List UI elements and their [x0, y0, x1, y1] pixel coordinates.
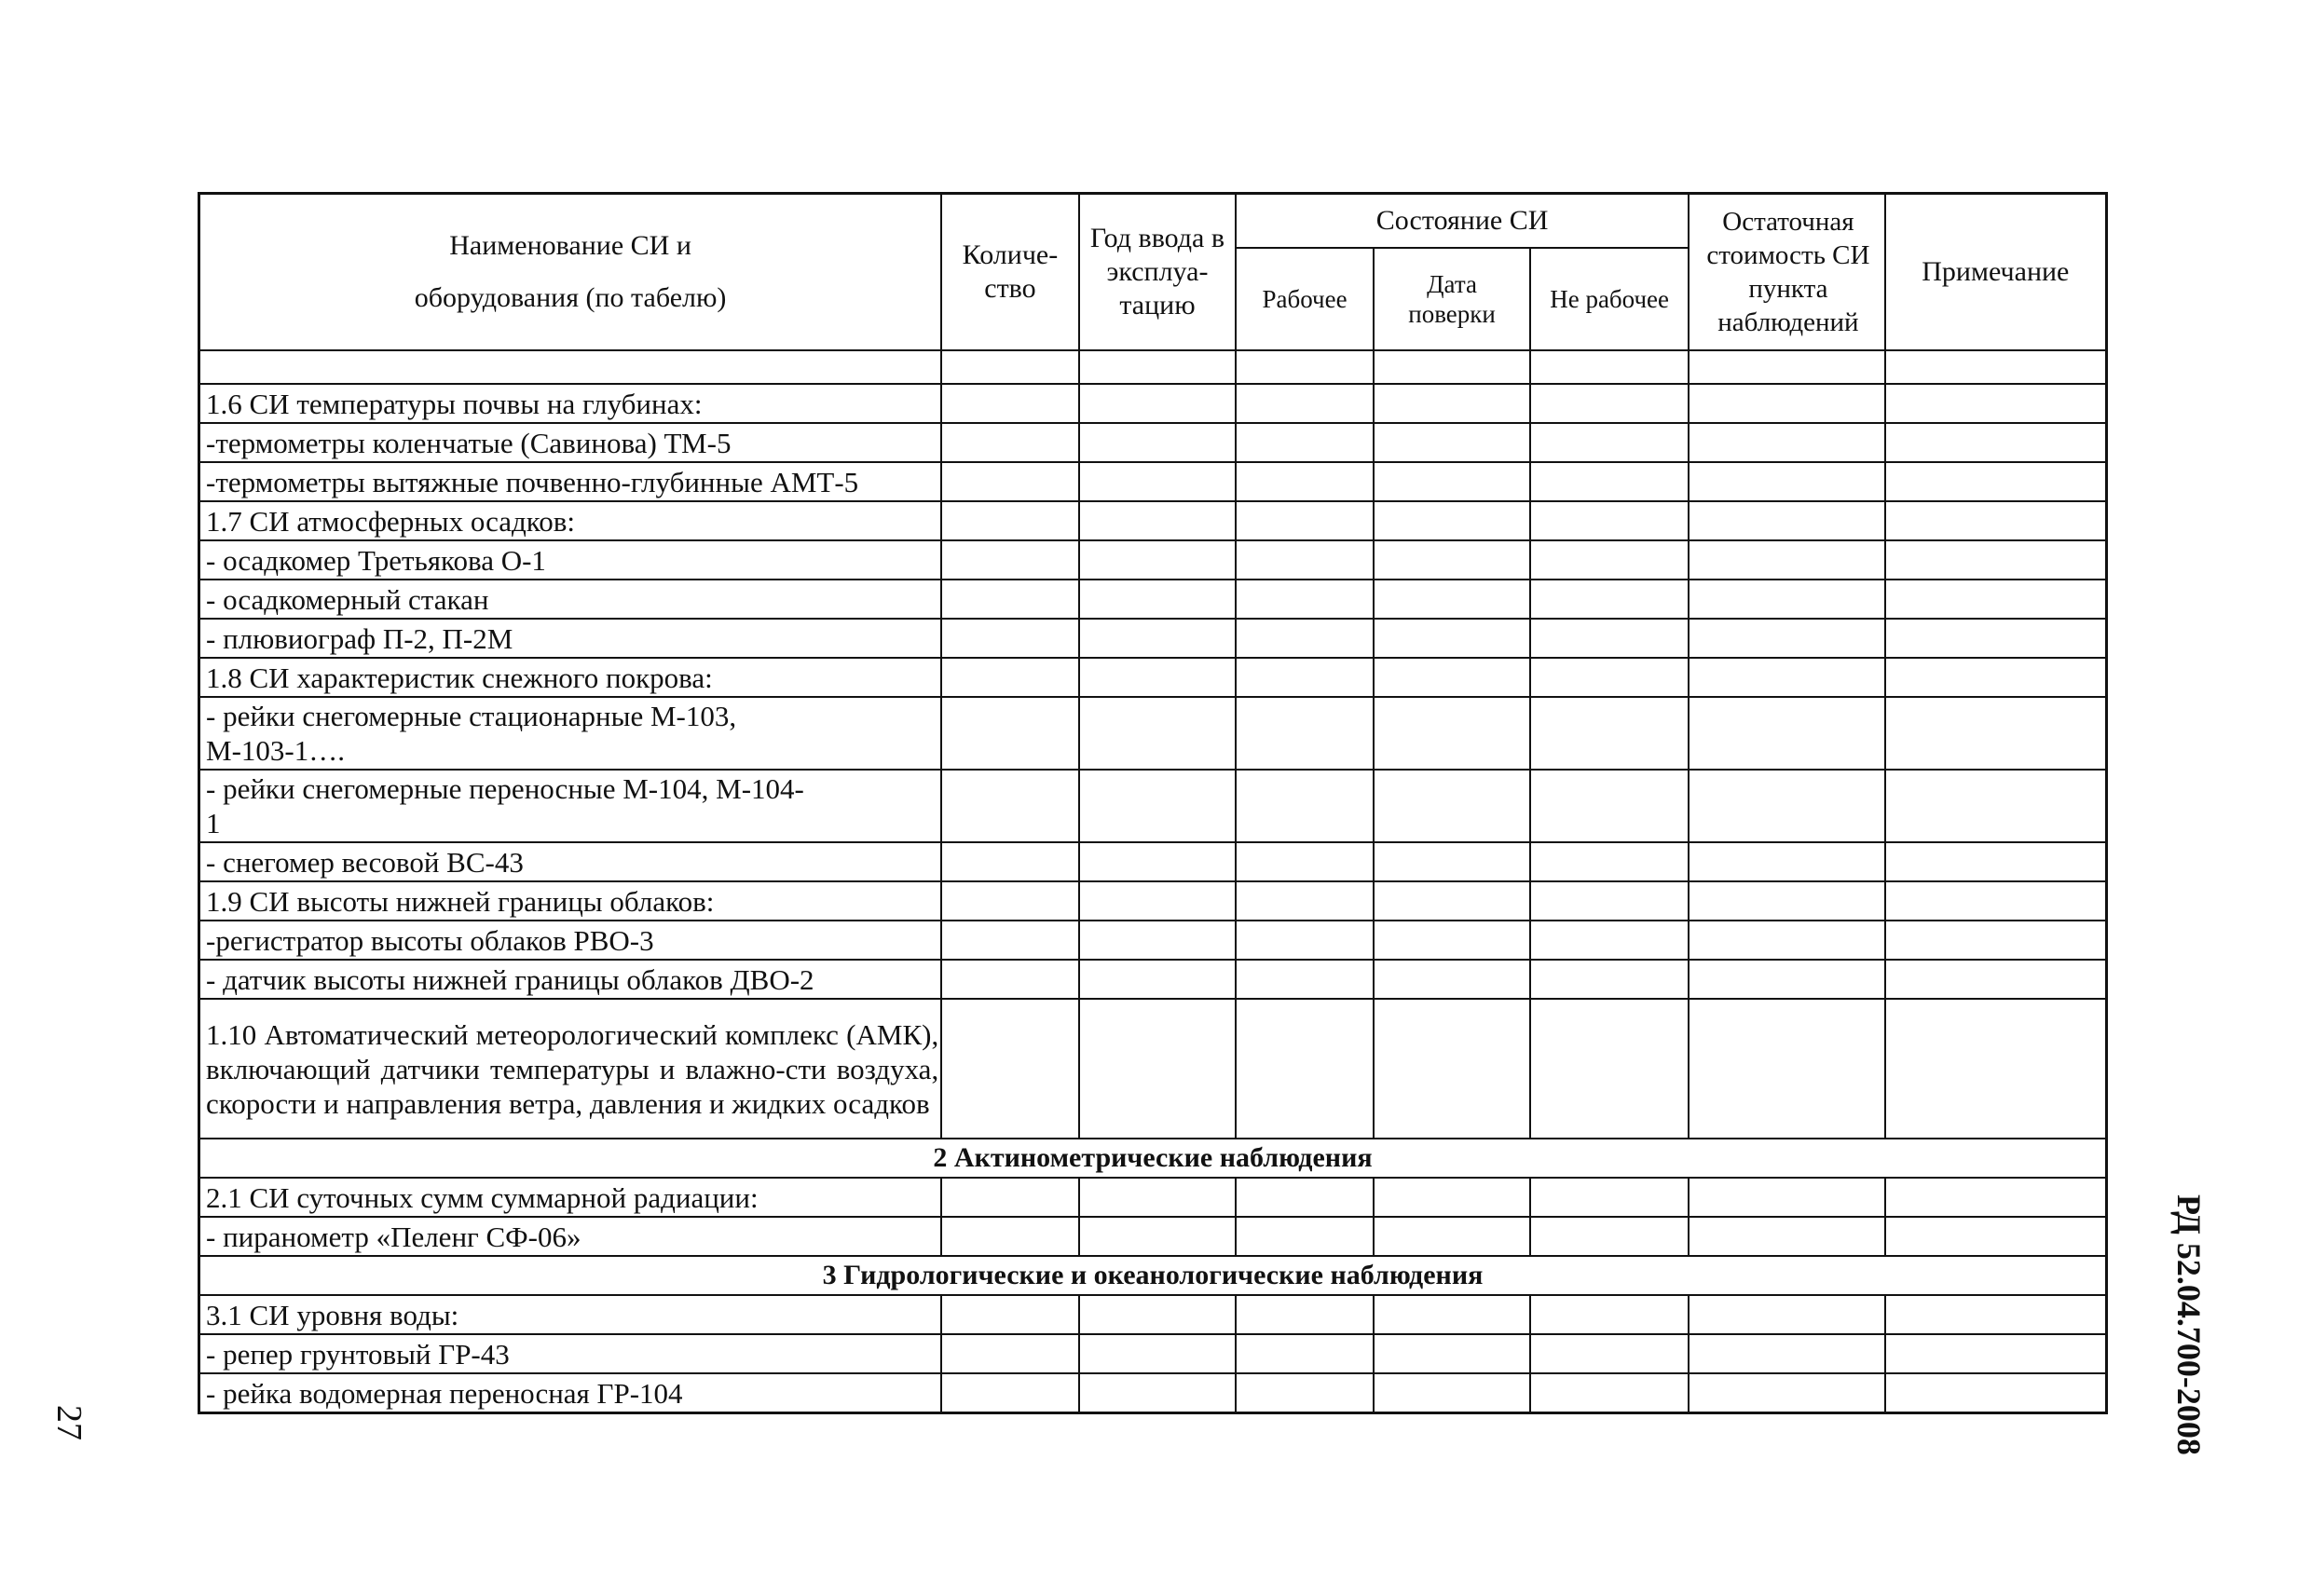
table-row [199, 960, 2107, 999]
document-code: РД 52.04.700-2008 [2170, 1194, 2208, 1455]
table-row [199, 842, 2107, 881]
equipment-name-cell: 2.1 СИ суточных сумм суммарной радиации: [199, 1178, 942, 1217]
not-working-cell [1530, 462, 1689, 501]
working-cell [1236, 580, 1374, 619]
table-body [199, 350, 2107, 1413]
not-working-cell [1530, 619, 1689, 658]
table-header-row [199, 194, 2107, 249]
residual-cell [1689, 697, 1885, 770]
year-cell [1079, 1373, 1237, 1413]
quantity-cell [941, 423, 1079, 462]
note-cell [1885, 350, 2107, 384]
not-working-cell [1530, 697, 1689, 770]
check-date-cell [1374, 1217, 1531, 1256]
note-cell [1885, 1178, 2107, 1217]
working-cell [1236, 770, 1374, 842]
not-working-cell [1530, 921, 1689, 960]
check-date-cell [1374, 1295, 1531, 1334]
note-cell [1885, 540, 2107, 580]
residual-cell [1689, 384, 1885, 423]
quantity-cell [941, 1217, 1079, 1256]
table-row [199, 619, 2107, 658]
note-cell [1885, 1334, 2107, 1373]
quantity-cell [941, 658, 1079, 697]
residual-cell [1689, 770, 1885, 842]
residual-cell [1689, 350, 1885, 384]
check-date-cell [1374, 462, 1531, 501]
check-date-cell [1374, 960, 1531, 999]
note-cell [1885, 999, 2107, 1139]
table-row [199, 1373, 2107, 1413]
equipment-name-cell: 1.9 СИ высоты нижней границы облаков: [199, 881, 942, 921]
year-cell [1079, 697, 1237, 770]
quantity-cell [941, 999, 1079, 1139]
residual-cell [1689, 462, 1885, 501]
working-cell [1236, 842, 1374, 881]
equipment-name-cell: -термометры коленчатые (Савинова) ТМ-5 [199, 423, 942, 462]
section-title: 3 Гидрологические и океанологические наблюдения [199, 1256, 2107, 1295]
equipment-name-cell [199, 350, 942, 384]
working-cell [1236, 1373, 1374, 1413]
not-working-cell [1530, 1295, 1689, 1334]
working-cell [1236, 658, 1374, 697]
working-cell [1236, 999, 1374, 1139]
quantity-cell [941, 1178, 1079, 1217]
working-cell [1236, 960, 1374, 999]
quantity-cell [941, 770, 1079, 842]
note-cell [1885, 1217, 2107, 1256]
not-working-cell [1530, 1217, 1689, 1256]
equipment-name-cell: - осадкомер Третьякова О-1 [199, 540, 942, 580]
residual-cell [1689, 1217, 1885, 1256]
section-row [199, 1256, 2107, 1295]
note-cell [1885, 384, 2107, 423]
residual-cell [1689, 1373, 1885, 1413]
table-row [199, 580, 2107, 619]
not-working-cell [1530, 384, 1689, 423]
year-cell [1079, 1334, 1237, 1373]
equipment-name-cell: 1.7 СИ атмосферных осадков: [199, 501, 942, 540]
working-cell [1236, 1217, 1374, 1256]
quantity-cell [941, 1373, 1079, 1413]
quantity-cell [941, 580, 1079, 619]
year-cell [1079, 423, 1237, 462]
residual-cell [1689, 921, 1885, 960]
not-working-cell [1530, 1373, 1689, 1413]
header-note: Примечание [1885, 194, 2107, 351]
check-date-cell [1374, 842, 1531, 881]
residual-cell [1689, 1295, 1885, 1334]
working-cell [1236, 462, 1374, 501]
residual-cell [1689, 619, 1885, 658]
note-cell [1885, 658, 2107, 697]
quantity-cell [941, 881, 1079, 921]
equipment-name-cell: 1.10 Автоматический метеорологический комплекс (АМК), включающий датчики температуры и влажно-сти воздуха, скорости и направления ветра, давления и жидких осадков [199, 999, 942, 1139]
section-row [199, 1139, 2107, 1178]
equipment-table [198, 192, 2108, 1414]
year-cell [1079, 619, 1237, 658]
working-cell [1236, 540, 1374, 580]
check-date-cell [1374, 423, 1531, 462]
quantity-cell [941, 619, 1079, 658]
quantity-cell [941, 540, 1079, 580]
working-cell [1236, 697, 1374, 770]
year-cell [1079, 350, 1237, 384]
table-row [199, 921, 2107, 960]
equipment-name-cell: 1.8 СИ характеристик снежного покрова: [199, 658, 942, 697]
table-row [199, 1178, 2107, 1217]
equipment-name-cell: - репер грунтовый ГР-43 [199, 1334, 942, 1373]
note-cell [1885, 1373, 2107, 1413]
check-date-cell [1374, 501, 1531, 540]
year-cell [1079, 921, 1237, 960]
equipment-name-cell: - плювиограф П-2, П-2М [199, 619, 942, 658]
not-working-cell [1530, 842, 1689, 881]
year-cell [1079, 842, 1237, 881]
not-working-cell [1530, 423, 1689, 462]
year-cell [1079, 580, 1237, 619]
equipment-name-cell: -регистратор высоты облаков РВО-3 [199, 921, 942, 960]
residual-cell [1689, 1334, 1885, 1373]
header-quantity: Количе-ство [941, 194, 1079, 351]
quantity-cell [941, 384, 1079, 423]
equipment-name-cell: - датчик высоты нижней границы облаков ДВО-2 [199, 960, 942, 999]
working-cell [1236, 350, 1374, 384]
year-cell [1079, 501, 1237, 540]
residual-cell [1689, 842, 1885, 881]
check-date-cell [1374, 384, 1531, 423]
year-cell [1079, 881, 1237, 921]
note-cell [1885, 501, 2107, 540]
check-date-cell [1374, 1373, 1531, 1413]
working-cell [1236, 921, 1374, 960]
quantity-cell [941, 462, 1079, 501]
header-check-date: Дата поверки [1374, 248, 1531, 350]
table-row [199, 501, 2107, 540]
residual-cell [1689, 999, 1885, 1139]
not-working-cell [1530, 540, 1689, 580]
table-row [199, 540, 2107, 580]
note-cell [1885, 580, 2107, 619]
year-cell [1079, 1217, 1237, 1256]
residual-cell [1689, 658, 1885, 697]
residual-cell [1689, 423, 1885, 462]
table-row [199, 462, 2107, 501]
check-date-cell [1374, 770, 1531, 842]
check-date-cell [1374, 619, 1531, 658]
not-working-cell [1530, 350, 1689, 384]
table-row [199, 1295, 2107, 1334]
equipment-name-cell: -термометры вытяжные почвенно-глубинные АМТ-5 [199, 462, 942, 501]
quantity-cell [941, 1334, 1079, 1373]
equipment-name-cell: - рейка водомерная переносная ГР-104 [199, 1373, 942, 1413]
not-working-cell [1530, 580, 1689, 619]
working-cell [1236, 384, 1374, 423]
residual-cell [1689, 1178, 1885, 1217]
table-row [199, 770, 2107, 842]
year-cell [1079, 540, 1237, 580]
working-cell [1236, 1178, 1374, 1217]
not-working-cell [1530, 658, 1689, 697]
equipment-name-cell: - осадкомерный стакан [199, 580, 942, 619]
check-date-cell [1374, 999, 1531, 1139]
year-cell [1079, 658, 1237, 697]
not-working-cell [1530, 999, 1689, 1139]
note-cell [1885, 881, 2107, 921]
not-working-cell [1530, 770, 1689, 842]
quantity-cell [941, 960, 1079, 999]
residual-cell [1689, 580, 1885, 619]
year-cell [1079, 384, 1237, 423]
note-cell [1885, 423, 2107, 462]
working-cell [1236, 501, 1374, 540]
table-row [199, 384, 2107, 423]
note-cell [1885, 619, 2107, 658]
not-working-cell [1530, 1334, 1689, 1373]
check-date-cell [1374, 658, 1531, 697]
section-title: 2 Актинометрические наблюдения [199, 1139, 2107, 1178]
table-row [199, 658, 2107, 697]
not-working-cell [1530, 501, 1689, 540]
note-cell [1885, 770, 2107, 842]
residual-cell [1689, 501, 1885, 540]
quantity-cell [941, 921, 1079, 960]
note-cell [1885, 697, 2107, 770]
check-date-cell [1374, 697, 1531, 770]
working-cell [1236, 881, 1374, 921]
not-working-cell [1530, 881, 1689, 921]
check-date-cell [1374, 1178, 1531, 1217]
table-row [199, 1217, 2107, 1256]
equipment-name-cell: - снегомер весовой ВС-43 [199, 842, 942, 881]
year-cell [1079, 999, 1237, 1139]
residual-cell [1689, 881, 1885, 921]
year-cell [1079, 462, 1237, 501]
note-cell [1885, 462, 2107, 501]
check-date-cell [1374, 540, 1531, 580]
equipment-name-cell: - рейки снегомерные переносные М-104, М-104-1 [199, 770, 942, 842]
working-cell [1236, 1334, 1374, 1373]
check-date-cell [1374, 1334, 1531, 1373]
note-cell [1885, 960, 2107, 999]
note-cell [1885, 1295, 2107, 1334]
blank-row [199, 350, 2107, 384]
year-cell [1079, 1295, 1237, 1334]
working-cell [1236, 1295, 1374, 1334]
year-cell [1079, 960, 1237, 999]
quantity-cell [941, 350, 1079, 384]
working-cell [1236, 619, 1374, 658]
not-working-cell [1530, 1178, 1689, 1217]
table-row [199, 423, 2107, 462]
header-state: Состояние СИ [1236, 194, 1689, 249]
page-number: 27 [49, 1405, 89, 1440]
header-residual: Остаточная стоимость СИ пункта наблюдений [1689, 194, 1885, 351]
note-cell [1885, 842, 2107, 881]
header-name: Наименование СИ и оборудования (по табелю) [199, 194, 942, 351]
quantity-cell [941, 501, 1079, 540]
table-row [199, 881, 2107, 921]
quantity-cell [941, 842, 1079, 881]
table-row [199, 999, 2107, 1139]
year-cell [1079, 1178, 1237, 1217]
working-cell [1236, 423, 1374, 462]
equipment-name-cell: - пиранометр «Пеленг СФ-06» [199, 1217, 942, 1256]
quantity-cell [941, 697, 1079, 770]
check-date-cell [1374, 921, 1531, 960]
header-year: Год ввода в эксплуа-тацию [1079, 194, 1237, 351]
header-not-working: Не рабочее [1530, 248, 1689, 350]
table-row [199, 697, 2107, 770]
residual-cell [1689, 960, 1885, 999]
check-date-cell [1374, 881, 1531, 921]
quantity-cell [941, 1295, 1079, 1334]
table-row [199, 1334, 2107, 1373]
residual-cell [1689, 540, 1885, 580]
note-cell [1885, 921, 2107, 960]
equipment-name-cell: 1.6 СИ температуры почвы на глубинах: [199, 384, 942, 423]
equipment-name-cell: 3.1 СИ уровня воды: [199, 1295, 942, 1334]
check-date-cell [1374, 580, 1531, 619]
year-cell [1079, 770, 1237, 842]
not-working-cell [1530, 960, 1689, 999]
header-working: Рабочее [1236, 248, 1374, 350]
check-date-cell [1374, 350, 1531, 384]
equipment-name-cell: - рейки снегомерные стационарные М-103, М-103-1…. [199, 697, 942, 770]
